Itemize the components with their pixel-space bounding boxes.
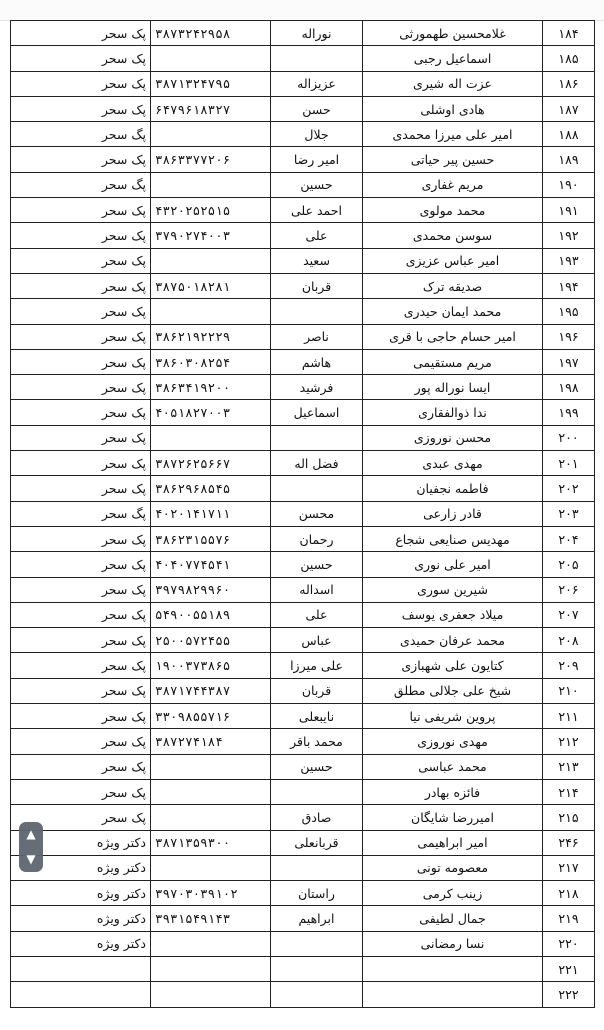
service-type: پک سحر [11, 602, 151, 627]
national-code: ۶۴۷۹۶۱۸۳۲۷ [151, 96, 271, 121]
service-type: پک سحر [11, 552, 151, 577]
row-number: ۲۱۹ [543, 906, 595, 931]
row-number: ۱۸۸ [543, 122, 595, 147]
person-name: جمال لطیفی [363, 906, 543, 931]
row-number: ۲۰۵ [543, 552, 595, 577]
father-name [271, 956, 363, 981]
national-code [151, 299, 271, 324]
row-number: ۱۹۵ [543, 299, 595, 324]
service-type: پک سحر [11, 653, 151, 678]
service-type: پک سحر [11, 476, 151, 501]
table-row [11, 729, 595, 754]
row-number: ۱۹۳ [543, 248, 595, 273]
father-name: محمد باقر [271, 729, 363, 754]
table-row [11, 956, 595, 981]
person-name: عزت اله شیری [363, 71, 543, 96]
table-row [11, 223, 595, 248]
father-name: علی میرزا [271, 653, 363, 678]
person-name: امیر ابراهیمی [363, 830, 543, 855]
national-code [151, 172, 271, 197]
person-name: محمد مولوی [363, 198, 543, 223]
national-code: ۴۰۴۰۷۷۴۵۴۱ [151, 552, 271, 577]
person-name: امیررضا شایگان [363, 805, 543, 830]
national-code: ۳۸۶۳۳۷۷۲۰۶ [151, 147, 271, 172]
service-type: پک سحر [11, 425, 151, 450]
national-code: ۳۸۶۳۴۱۹۲۰۰ [151, 375, 271, 400]
table-row [11, 425, 595, 450]
person-name: نسا رمضانی [363, 931, 543, 956]
person-name: شیخ علی جلالی مطلق [363, 678, 543, 703]
national-code: ۳۹۳۱۵۴۹۱۴۳ [151, 906, 271, 931]
national-code [151, 248, 271, 273]
father-name [271, 931, 363, 956]
service-type: دکتر ویژه [11, 906, 151, 931]
table-row [11, 349, 595, 374]
father-name [271, 46, 363, 71]
national-code [151, 46, 271, 71]
service-type: پک سحر [11, 324, 151, 349]
service-type: پک سحر [11, 526, 151, 551]
row-number: ۱۹۰ [543, 172, 595, 197]
table-row [11, 122, 595, 147]
father-name: اسداله [271, 577, 363, 602]
father-name: جلال [271, 122, 363, 147]
national-code [151, 982, 271, 1007]
service-type: پگ سحر [11, 122, 151, 147]
service-type: پک سحر [11, 198, 151, 223]
row-number: ۲۱۱ [543, 704, 595, 729]
national-code: ۳۸۷۲۶۲۵۶۶۷ [151, 451, 271, 476]
row-number: ۲۰۱ [543, 451, 595, 476]
person-name: امیر عباس عزیزی [363, 248, 543, 273]
row-number: ۱۸۷ [543, 96, 595, 121]
row-number: ۲۱۸ [543, 881, 595, 906]
service-type: پک سحر [11, 299, 151, 324]
service-type: پگ سحر [11, 501, 151, 526]
service-type: پک سحر [11, 375, 151, 400]
service-type: پک سحر [11, 729, 151, 754]
national-code: ۳۷۹۰۲۷۴۰۰۳ [151, 223, 271, 248]
table-row [11, 552, 595, 577]
table-row [11, 21, 595, 46]
row-number: ۱۸۴ [543, 21, 595, 46]
father-name: سعید [271, 248, 363, 273]
row-number: ۲۲۱ [543, 956, 595, 981]
service-type: پک سحر [11, 451, 151, 476]
national-code: ۳۸۶۲۱۹۲۲۲۹ [151, 324, 271, 349]
service-type: پک سحر [11, 754, 151, 779]
father-name: حسن [271, 96, 363, 121]
father-name: هاشم [271, 349, 363, 374]
father-name: علی [271, 602, 363, 627]
table-row [11, 881, 595, 906]
father-name: فضل اله [271, 451, 363, 476]
row-number: ۲۲۰ [543, 931, 595, 956]
father-name: نایبعلی [271, 704, 363, 729]
person-name: محمد ایمان حیدری [363, 299, 543, 324]
row-number: ۲۱۷ [543, 855, 595, 880]
father-name: احمد علی [271, 198, 363, 223]
father-name: ابراهیم [271, 906, 363, 931]
row-number: ۲۱۳ [543, 754, 595, 779]
table-row [11, 273, 595, 298]
national-code [151, 956, 271, 981]
father-name: عباس [271, 628, 363, 653]
father-name: عزیزاله [271, 71, 363, 96]
service-type: پک سحر [11, 577, 151, 602]
national-code: ۳۸۷۱۳۵۹۳۰۰ [151, 830, 271, 855]
service-type: پک سحر [11, 400, 151, 425]
service-type [11, 982, 151, 1007]
person-name: محمد عباسی [363, 754, 543, 779]
scroll-widget[interactable] [19, 822, 43, 872]
father-name [271, 299, 363, 324]
service-type [11, 956, 151, 981]
service-type: پک سحر [11, 349, 151, 374]
service-type: پک سحر [11, 678, 151, 703]
row-number: ۲۰۲ [543, 476, 595, 501]
service-type: پگ سحر [11, 172, 151, 197]
person-name: شیرین سوری [363, 577, 543, 602]
table-row [11, 830, 595, 855]
father-name: قربان [271, 678, 363, 703]
service-type: پک سحر [11, 704, 151, 729]
table-row [11, 805, 595, 830]
national-code: ۳۹۷۰۳۰۳۹۱۰۲ [151, 881, 271, 906]
service-type: دکتر ویژه [11, 855, 151, 880]
service-type: پک سحر [11, 46, 151, 71]
person-name: مهدی عبدی [363, 451, 543, 476]
roster-body [11, 21, 595, 1008]
service-type: پک سحر [11, 628, 151, 653]
national-code [151, 855, 271, 880]
row-number: ۲۰۹ [543, 653, 595, 678]
person-name: فاطمه نجفیان [363, 476, 543, 501]
national-code: ۵۴۹۰۰۵۵۱۸۹ [151, 602, 271, 627]
person-name: ندا ذوالفقاری [363, 400, 543, 425]
person-name: هادی اوشلی [363, 96, 543, 121]
service-type: پک سحر [11, 805, 151, 830]
row-number: ۲۰۳ [543, 501, 595, 526]
person-name: صدیقه ترک [363, 273, 543, 298]
service-type: دکتر ویژه [11, 931, 151, 956]
row-number: ۲۱۰ [543, 678, 595, 703]
table-row [11, 400, 595, 425]
national-code: ۳۸۷۲۷۴۱۸۴ [151, 729, 271, 754]
person-name: معصومه تونی [363, 855, 543, 880]
row-number: ۲۱۵ [543, 805, 595, 830]
row-number: ۱۹۶ [543, 324, 595, 349]
national-code: ۴۰۵۱۸۲۷۰۰۳ [151, 400, 271, 425]
father-name: راستان [271, 881, 363, 906]
person-name: مهدیس صنایعی شجاع [363, 526, 543, 551]
father-name: حسین [271, 754, 363, 779]
national-code [151, 931, 271, 956]
father-name: صادق [271, 805, 363, 830]
row-number: ۱۹۲ [543, 223, 595, 248]
table-row [11, 46, 595, 71]
row-number: ۲۴۶ [543, 830, 595, 855]
father-name: قربان [271, 273, 363, 298]
father-name: فرشید [271, 375, 363, 400]
person-name: مریم غفاری [363, 172, 543, 197]
chevron-up-icon[interactable]: ▲ [26, 827, 36, 841]
person-name: میلاد جعفری یوسف [363, 602, 543, 627]
father-name: نوراله [271, 21, 363, 46]
father-name: حسین [271, 172, 363, 197]
service-type: پک سحر [11, 71, 151, 96]
national-code [151, 805, 271, 830]
national-code: ۳۸۶۰۳۰۸۲۵۴ [151, 349, 271, 374]
person-name: مریم مستقیمی [363, 349, 543, 374]
service-type: دکتر ویژه [11, 830, 151, 855]
national-code: ۴۳۲۰۲۵۲۵۱۵ [151, 198, 271, 223]
father-name [271, 982, 363, 1007]
table-row [11, 779, 595, 804]
person-name [363, 982, 543, 1007]
service-type: پک سحر [11, 248, 151, 273]
table-row [11, 198, 595, 223]
table-row [11, 653, 595, 678]
row-number: ۱۹۹ [543, 400, 595, 425]
person-name: فائزه بهادر [363, 779, 543, 804]
table-row [11, 172, 595, 197]
national-code [151, 425, 271, 450]
person-name: کتایون علی شهبازی [363, 653, 543, 678]
table-row [11, 754, 595, 779]
national-code: ۳۸۷۱۳۲۴۷۹۵ [151, 71, 271, 96]
row-number: ۱۹۱ [543, 198, 595, 223]
row-number: ۲۱۲ [543, 729, 595, 754]
service-type: پک سحر [11, 147, 151, 172]
service-type: پک سحر [11, 21, 151, 46]
national-code: ۳۹۷۹۸۲۹۹۶۰ [151, 577, 271, 602]
top-edge [0, 0, 604, 21]
person-name: اسماعیل رجبی [363, 46, 543, 71]
father-name: اسماعیل [271, 400, 363, 425]
table-row [11, 602, 595, 627]
person-name: امیر حسام حاجی با قری [363, 324, 543, 349]
person-name: سوسن محمدی [363, 223, 543, 248]
table-row [11, 375, 595, 400]
person-name: زینب کرمی [363, 881, 543, 906]
row-number: ۲۰۰ [543, 425, 595, 450]
person-name: غلامحسین طهمورثی [363, 21, 543, 46]
row-number: ۲۱۴ [543, 779, 595, 804]
table-row [11, 577, 595, 602]
service-type: پک سحر [11, 273, 151, 298]
person-name: محسن نوروزی [363, 425, 543, 450]
person-name: ایسا نوراله پور [363, 375, 543, 400]
row-number: ۱۸۹ [543, 147, 595, 172]
national-code: ۳۸۶۲۳۱۵۵۷۶ [151, 526, 271, 551]
row-number: ۱۹۸ [543, 375, 595, 400]
table-row [11, 299, 595, 324]
person-name: قادر زارعی [363, 501, 543, 526]
national-code [151, 779, 271, 804]
table-row [11, 855, 595, 880]
father-name: علی [271, 223, 363, 248]
table-row [11, 526, 595, 551]
national-code: ۲۵۰۰۵۷۲۴۵۵ [151, 628, 271, 653]
table-row [11, 476, 595, 501]
row-number: ۲۰۸ [543, 628, 595, 653]
service-type: دکتر ویژه [11, 881, 151, 906]
national-code [151, 754, 271, 779]
person-name [363, 956, 543, 981]
person-name: حسین پیر حیاتی [363, 147, 543, 172]
table-row [11, 324, 595, 349]
row-number: ۱۸۵ [543, 46, 595, 71]
service-type: پک سحر [11, 779, 151, 804]
person-name: مهدی نوروزی [363, 729, 543, 754]
table-row [11, 71, 595, 96]
father-name [271, 476, 363, 501]
row-number: ۲۲۲ [543, 982, 595, 1007]
father-name: ناصر [271, 324, 363, 349]
table-row [11, 982, 595, 1007]
father-name: رحمان [271, 526, 363, 551]
row-number: ۲۰۷ [543, 602, 595, 627]
father-name [271, 779, 363, 804]
table-row [11, 628, 595, 653]
table-row [11, 931, 595, 956]
table-row [11, 501, 595, 526]
national-code: ۴۰۲۰۱۴۱۷۱۱ [151, 501, 271, 526]
person-name: محمد عرفان حمیدی [363, 628, 543, 653]
row-number: ۱۹۷ [543, 349, 595, 374]
row-number: ۱۸۶ [543, 71, 595, 96]
national-code: ۳۳۰۹۸۵۵۷۱۶ [151, 704, 271, 729]
row-number: ۲۰۴ [543, 526, 595, 551]
table-row [11, 906, 595, 931]
father-name: محسن [271, 501, 363, 526]
roster-table [10, 20, 595, 1008]
service-type: پک سحر [11, 96, 151, 121]
national-code: ۳۸۷۵۰۱۸۲۸۱ [151, 273, 271, 298]
national-code: ۳۸۶۲۹۶۸۵۴۵ [151, 476, 271, 501]
father-name [271, 855, 363, 880]
national-code: ۳۸۷۱۷۴۴۳۸۷ [151, 678, 271, 703]
father-name: قربانعلی [271, 830, 363, 855]
table-row [11, 704, 595, 729]
national-code: ۳۸۷۳۲۴۲۹۵۸ [151, 21, 271, 46]
table-row [11, 147, 595, 172]
row-number: ۱۹۴ [543, 273, 595, 298]
row-number: ۲۰۶ [543, 577, 595, 602]
father-name: امیر رضا [271, 147, 363, 172]
table-row [11, 96, 595, 121]
person-name: امیر علی نوری [363, 552, 543, 577]
national-code [151, 122, 271, 147]
table-row [11, 678, 595, 703]
national-code: ۱۹۰۰۳۷۳۸۶۵ [151, 653, 271, 678]
chevron-down-icon[interactable]: ▼ [26, 852, 36, 866]
person-name: امیر علی میرزا محمدی [363, 122, 543, 147]
table-row [11, 248, 595, 273]
service-type: پک سحر [11, 223, 151, 248]
person-name: پروین شریفی نیا [363, 704, 543, 729]
table-row [11, 451, 595, 476]
father-name: حسین [271, 552, 363, 577]
father-name [271, 425, 363, 450]
